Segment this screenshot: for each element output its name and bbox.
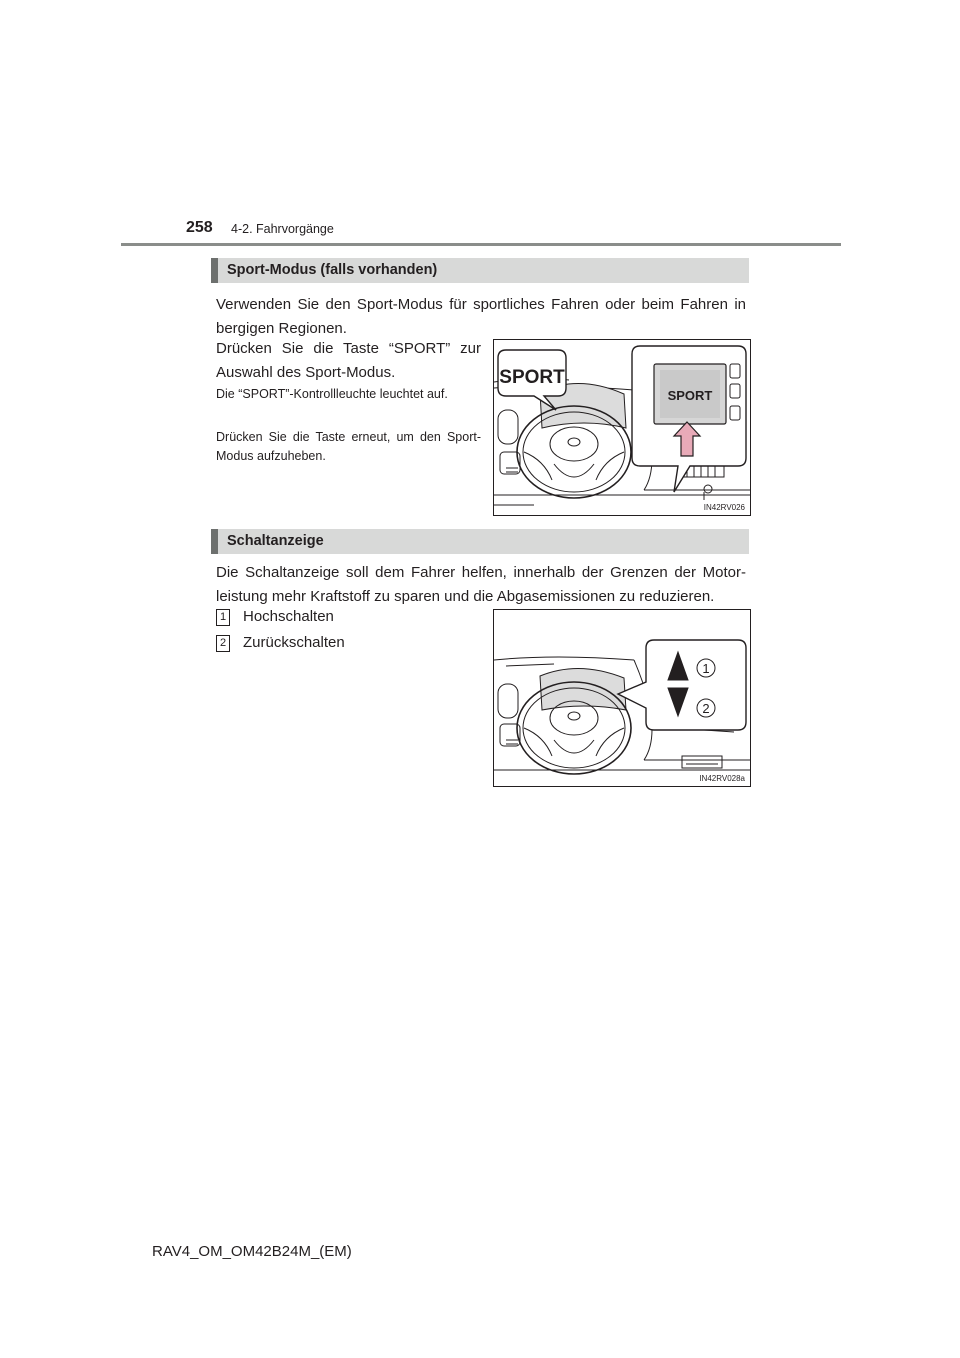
section-heading-sport-mode: Sport-Modus (falls vorhanden) xyxy=(211,258,749,283)
section-heading-shift-indicator: Schaltanzeige xyxy=(211,529,749,554)
marker-2: 2 xyxy=(702,701,710,716)
chapter-title: 4-2. Fahrvorgänge xyxy=(231,222,334,236)
document-code: RAV4_OM_OM42B24M_(EM) xyxy=(152,1243,352,1260)
item-number: 2 xyxy=(216,635,230,652)
sport-button-label: SPORT xyxy=(667,388,713,403)
shift-indicator-intro: Die Schaltanzeige soll dem Fahrer helfen, innerhalb der Grenzen der Motor-leistung mehr Kraftstoff zu sparen und die Abgasemissionen zu reduzieren. xyxy=(216,564,746,605)
item-number: 1 xyxy=(216,609,230,626)
sport-mode-instruction: Drücken Sie die Taste “SPORT” zur Auswahl des Sport-Modus. xyxy=(216,340,481,381)
header-divider xyxy=(121,243,841,246)
sport-callout-label: SPORT xyxy=(499,367,565,388)
shift-indicator-illustration xyxy=(493,609,751,787)
page-number: 258 xyxy=(186,219,213,236)
sport-mode-note-2: Drücken Sie die Taste erneut, um den Sport-Modus aufzuheben. xyxy=(216,430,481,463)
sport-mode-intro: Verwenden Sie den Sport-Modus für sportliches Fahren oder beim Fahren in bergigen Regionen. xyxy=(216,296,746,337)
list-item xyxy=(216,607,334,627)
figure-code: IN42RV026 xyxy=(703,503,745,512)
sport-mode-note-1: Die “SPORT”-Kontrollleuchte leuchtet auf. xyxy=(216,387,448,401)
marker-1: 1 xyxy=(702,661,710,676)
list-item xyxy=(216,633,345,653)
item-label: Hochschalten xyxy=(243,608,334,625)
item-label: Zurückschalten xyxy=(243,634,345,651)
figure-code: IN42RV028a xyxy=(699,774,745,783)
sport-button-illustration xyxy=(493,339,751,516)
